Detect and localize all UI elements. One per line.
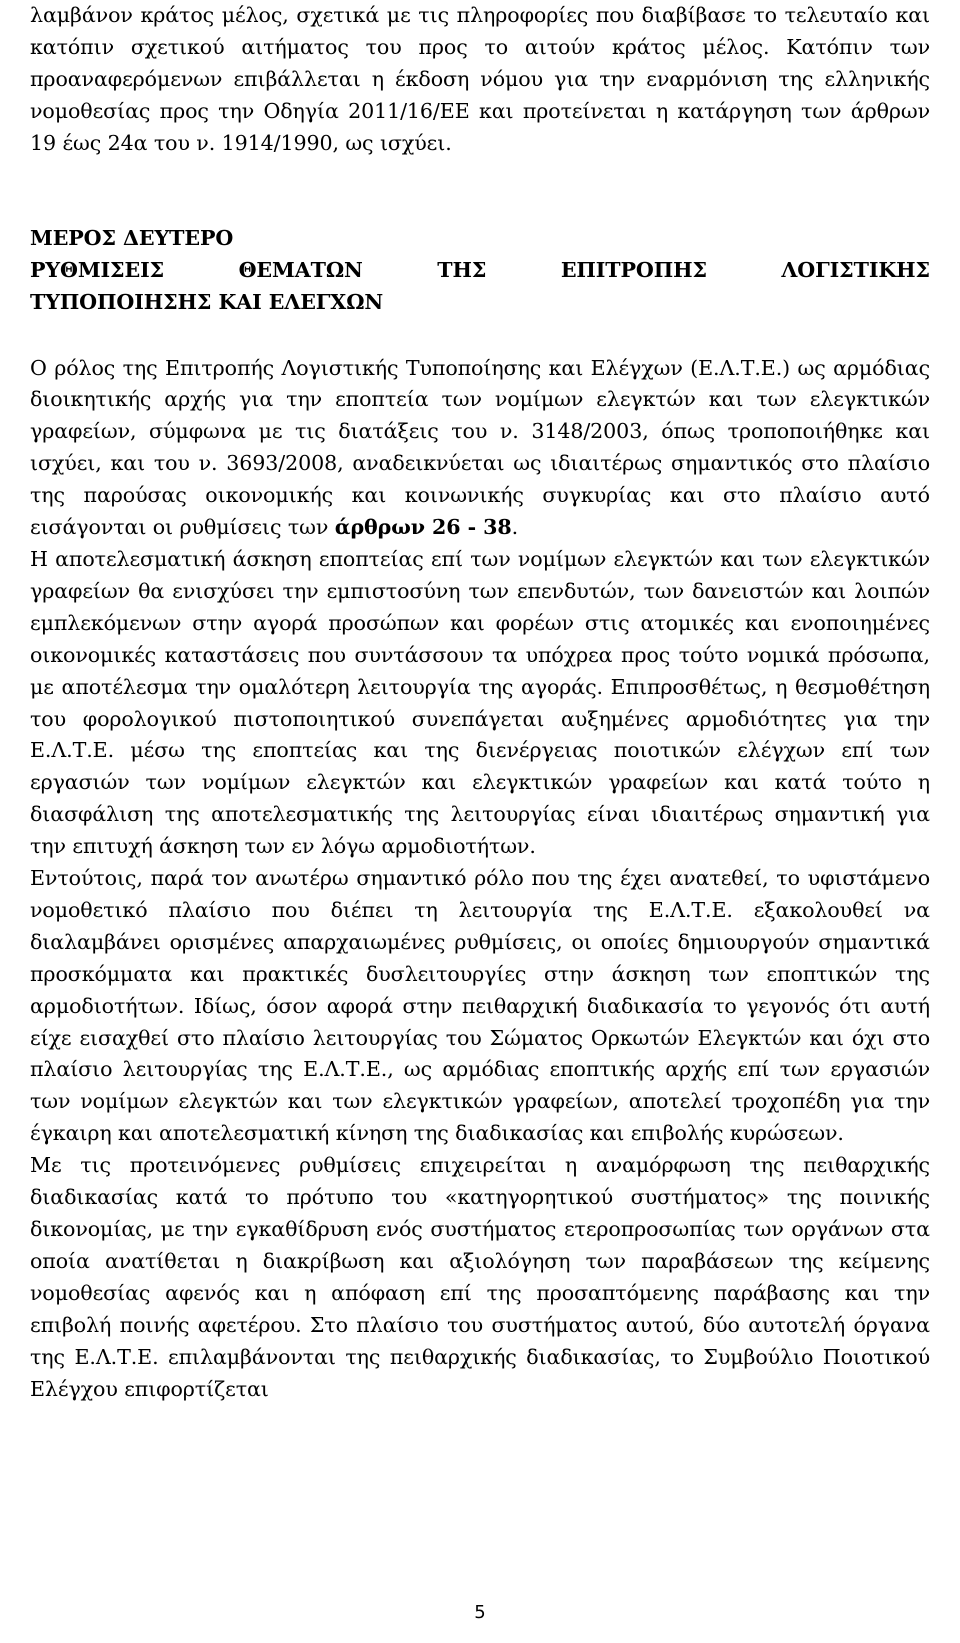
paragraph-text: Ο ρόλος της Επιτροπής Λογιστικής Τυποποίησης και Ελέγχων (Ε.Λ.Τ.Ε.) ως αρμόδιας διοικητικής αρχής για την εποπτεία των νομίμων ελεγκτών και των ελεγκτικών γραφείων, σύμφωνα με τις διατάξεις του ν. 3148/2003, όπως τροποποιήθηκε και ισχύει, και του ν. 3693/2008, αναδεικνύεται ως ιδιαιτέρως σημαντικός στο πλαίσιο της παρούσας οικονομικής και κοινωνικής συγκυρίας και στο πλαίσιο αυτό εισάγονται οι ρυθμίσεις των: [30, 355, 930, 540]
section-heading: [30, 222, 930, 318]
body-paragraph-role: [30, 353, 930, 544]
article-range: άρθρων 26 - 38: [334, 515, 512, 540]
body-paragraph-supervision: Η αποτελεσματική άσκηση εποπτείας επί των νομίμων ελεγκτών και των ελεγκτικών γραφείων θα ενισχύσει την εμπιστοσύνη των επενδυτών, των δανειστών και λοιπών εμπλεκόμενων στην αγορά προσώπων και φορέων στις ατομικές και ενοποιημένες οικονομικές καταστάσεις που συντάσσουν τα υπόχρεα προς τούτο νομικά πρόσωπα, με αποτέλεσμα την ομαλότερη λειτουργία της αγοράς. Επιπροσθέτως, η θεσμοθέτηση του φορολογικού πιστοποιητικού συνεπάγεται αυξημένες αρμοδιότητες για την Ε.Λ.Τ.Ε. μέσω της εποπτείας και της διενέργειας ποιοτικών ελέγχων επί των εργασιών των νομίμων ελεγκτών και ελεγκτικών γραφείων και κατά τούτο η διασφάλιση της αποτελεσματικής της λειτουργίας είναι ιδιαιτέρως σημαντική για την επιτυχή άσκηση των εν λόγω αρμοδιοτήτων.: [30, 546, 930, 859]
document-page: [30, 0, 930, 1405]
title-word: ΘΕΜΑΤΩΝ: [238, 257, 363, 282]
section-title-line-2: ΤΥΠΟΠΟΙΗΣΗΣ ΚΑΙ ΕΛΕΓΧΩΝ: [30, 289, 384, 314]
section-title-line-1: [30, 254, 930, 286]
title-word: ΛΟΓΙΣΤΙΚΗΣ: [781, 257, 930, 282]
page-number: 5: [474, 1602, 486, 1623]
title-word: ΕΠΙΤΡΟΠΗΣ: [560, 257, 707, 282]
section-part-label: ΜΕΡΟΣ ΔΕΥΤΕΡΟ: [30, 225, 234, 250]
body-paragraph-reform: Με τις προτεινόμενες ρυθμίσεις επιχειρείται η αναμόρφωση της πειθαρχικής διαδικασίας κατά το πρότυπο του «κατηγορητικού συστήματος» της ποινικής δικονομίας, με την εγκαθίδρυση ενός συστήματος ετεροπροσωπίας των οργάνων στα οποία ανατίθεται η διακρίβωση και αξιολόγηση των παραβάσεων της κείμενης νομοθεσίας αφενός και η απόφαση επί της προσαπτόμενης παράβασης και την επιβολή ποινής αφετέρου. Στο πλαίσιο του συστήματος αυτού, δύο αυτοτελή όργανα της Ε.Λ.Τ.Ε. επιλαμβάνονται της πειθαρχικής διαδικασίας, το Συμβούλιο Ποιοτικού Ελέγχου επιφορτίζεται: [30, 1153, 930, 1401]
title-word: ΤΗΣ: [437, 257, 487, 282]
paragraph-end: .: [511, 515, 519, 540]
section-body: [30, 353, 930, 1406]
intro-paragraph: λαμβάνον κράτος μέλος, σχετικά με τις πληροφορίες που διαβίβασε το τελευταίο και κατόπιν σχετικού αιτήματος του προς το αιτούν κράτος μέλος. Κατόπιν των προαναφερόμενων επιβάλλεται η έκδοση νόμου για την εναρμόνιση της ελληνικής νομοθεσίας προς την Οδηγία 2011/16/ΕΕ και προτείνεται η κατάργηση των άρθρων 19 έως 24α του ν. 1914/1990, ως ισχύει.: [30, 3, 930, 155]
title-word: ΡΥΘΜΙΣΕΙΣ: [30, 257, 165, 282]
body-paragraph-framework: Εντούτοις, παρά τον ανωτέρω σημαντικό ρόλο που της έχει ανατεθεί, το υφιστάμενο νομοθετικό πλαίσιο που διέπει τη λειτουργία της Ε.Λ.Τ.Ε. εξακολουθεί να διαλαμβάνει ορισμένες απαρχαιωμένες ρυθμίσεις, οι οποίες δημιουργούν σημαντικά προσκόμματα και πρακτικές δυσλειτουργίες στην άσκηση των εποπτικών της αρμοδιοτήτων. Ιδίως, όσον αφορά στην πειθαρχική διαδικασία το γεγονός ότι αυτή είχε εισαχθεί στο πλαίσιο λειτουργίας του Σώματος Ορκωτών Ελεγκτών και όχι στο πλαίσιο λειτουργίας της Ε.Λ.Τ.Ε., ως αρμόδιας εποπτικής αρχής επί των εργασιών των νομίμων ελεγκτών και των ελεγκτικών γραφείων, αποτελεί τροχοπέδη για την έγκαιρη και αποτελεσματική κίνηση της διαδικασίας και επιβολής κυρώσεων.: [30, 866, 930, 1146]
